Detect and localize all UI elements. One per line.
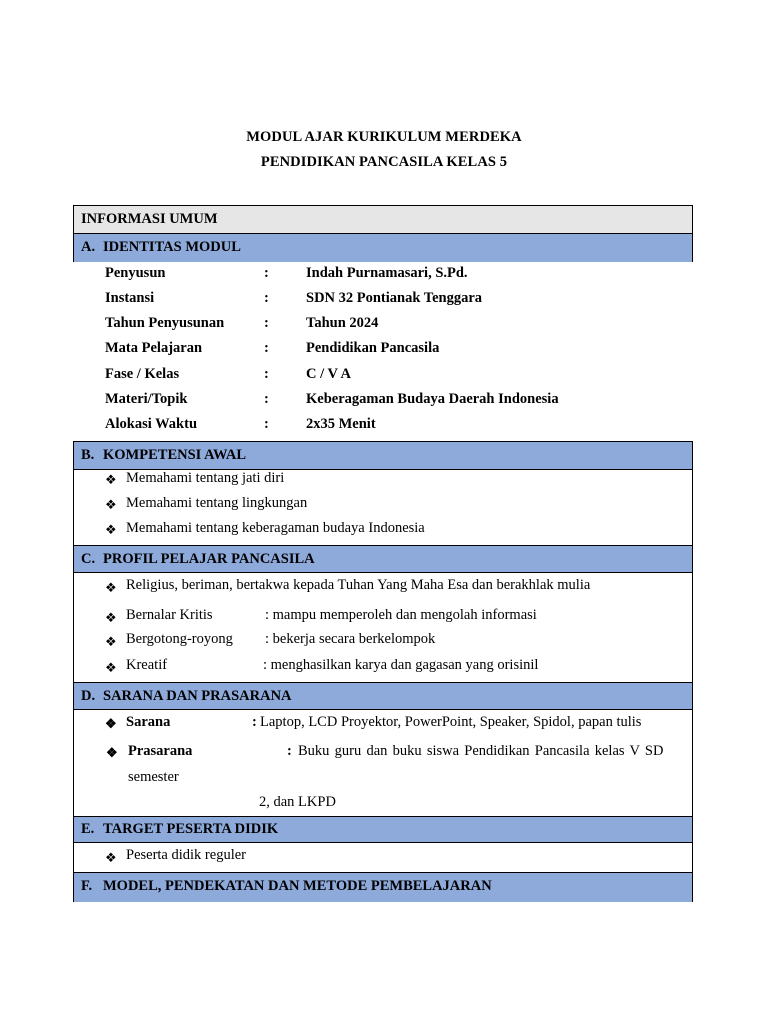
- diamond-bullet-icon: ❖: [105, 610, 117, 625]
- diamond-bullet-icon: ❖: [105, 472, 117, 487]
- identitas-label: Mata Pelajaran: [105, 340, 203, 356]
- identitas-label: Instansi: [105, 290, 155, 306]
- profil-desc: : mampu memperoleh dan mengolah informasi: [265, 607, 537, 623]
- section-a-header: [74, 234, 692, 262]
- list-item: Memahami tentang keberagaman budaya Indonesia: [126, 520, 425, 536]
- identitas-colon: :: [264, 366, 269, 382]
- identitas-value: C / V A: [306, 366, 351, 382]
- section-e-title: TARGET PESERTA DIDIK: [103, 821, 279, 837]
- profil-label: Bergotong-royong: [126, 631, 233, 647]
- profil-desc: : bekerja secara berkelompok: [265, 631, 436, 647]
- section-c-title: PROFIL PELAJAR PANCASILA: [103, 551, 315, 567]
- identitas-label: Materi/Topik: [105, 391, 188, 407]
- diamond-bullet-icon: ❖: [105, 522, 117, 537]
- diamond-bullet-icon: ❖: [106, 745, 118, 760]
- diamond-bullet-icon: ❖: [105, 580, 117, 595]
- diamond-bullet-icon: ❖: [105, 850, 117, 865]
- identitas-value: Pendidikan Pancasila: [306, 340, 440, 356]
- list-item: Peserta didik reguler: [126, 847, 246, 863]
- prasarana-line2: semester: [128, 769, 179, 785]
- section-a-letter: A.: [81, 239, 96, 255]
- identitas-colon: :: [264, 391, 269, 407]
- identitas-colon: :: [264, 315, 269, 331]
- identitas-value: SDN 32 Pontianak Tenggara: [306, 290, 483, 306]
- section-e-header: [74, 816, 692, 843]
- identitas-label: Tahun Penyusunan: [105, 315, 225, 331]
- diamond-bullet-icon: ❖: [105, 716, 117, 731]
- section-d-letter: D.: [81, 688, 96, 704]
- identitas-colon: :: [264, 340, 269, 356]
- section-c-letter: C.: [81, 551, 96, 567]
- section-f-letter: F.: [81, 878, 93, 894]
- section-c-header: [74, 545, 692, 573]
- sarana-label: Sarana: [126, 714, 171, 730]
- section-f-header: [74, 872, 692, 902]
- section-e-letter: E.: [81, 821, 95, 837]
- identitas-value: 2x35 Menit: [306, 416, 376, 432]
- identitas-colon: :: [264, 290, 269, 306]
- profil-label: Bernalar Kritis: [126, 607, 213, 623]
- section-d-header: [74, 682, 692, 710]
- profil-desc: : menghasilkan karya dan gagasan yang orisinil: [263, 657, 539, 673]
- diamond-bullet-icon: ❖: [105, 497, 117, 512]
- prasarana-label: Prasarana: [128, 743, 193, 759]
- list-item: Memahami tentang lingkungan: [126, 495, 308, 511]
- sarana-colon: :: [252, 714, 257, 730]
- identitas-label: Alokasi Waktu: [105, 416, 198, 432]
- identitas-label: Fase / Kelas: [105, 366, 180, 382]
- section-a-title: IDENTITAS MODUL: [103, 239, 241, 255]
- prasarana-colon: :: [287, 743, 292, 759]
- identitas-colon: :: [264, 416, 269, 432]
- sarana-value: Laptop, LCD Proyektor, PowerPoint, Speaker, Spidol, papan tulis: [260, 714, 642, 730]
- diamond-bullet-icon: ❖: [105, 634, 117, 649]
- list-item: Memahami tentang jati diri: [126, 470, 285, 486]
- list-item: Religius, beriman, bertakwa kepada Tuhan Yang Maha Esa dan berakhlak mulia: [126, 577, 591, 593]
- identitas-colon: :: [264, 265, 269, 281]
- profil-label: Kreatif: [126, 657, 168, 673]
- section-d-title: SARANA DAN PRASARANA: [103, 688, 292, 704]
- section-b-header: [74, 442, 692, 470]
- identitas-value: Indah Purnamasari, S.Pd.: [306, 265, 468, 281]
- info-umum-box: [73, 205, 693, 262]
- section-b-letter: B.: [81, 447, 95, 463]
- document-title-line1: MODUL AJAR KURIKULUM MERDEKA: [246, 129, 522, 145]
- prasarana-line3: 2, dan LKPD: [259, 794, 336, 810]
- document-title-line2: PENDIDIKAN PANCASILA KELAS 5: [260, 154, 508, 170]
- diamond-bullet-icon: ❖: [105, 660, 117, 675]
- informasi-umum-header: INFORMASI UMUM: [74, 206, 692, 234]
- identitas-label: Penyusun: [105, 265, 166, 281]
- prasarana-value: Buku guru dan buku siswa Pendidikan Pancasila kelas V SD: [298, 743, 664, 759]
- identitas-value: Tahun 2024: [306, 315, 379, 331]
- section-f-title: MODEL, PENDEKATAN DAN METODE PEMBELAJARAN: [103, 878, 492, 894]
- section-b-title: KOMPETENSI AWAL: [103, 447, 247, 463]
- identitas-value: Keberagaman Budaya Daerah Indonesia: [306, 391, 559, 407]
